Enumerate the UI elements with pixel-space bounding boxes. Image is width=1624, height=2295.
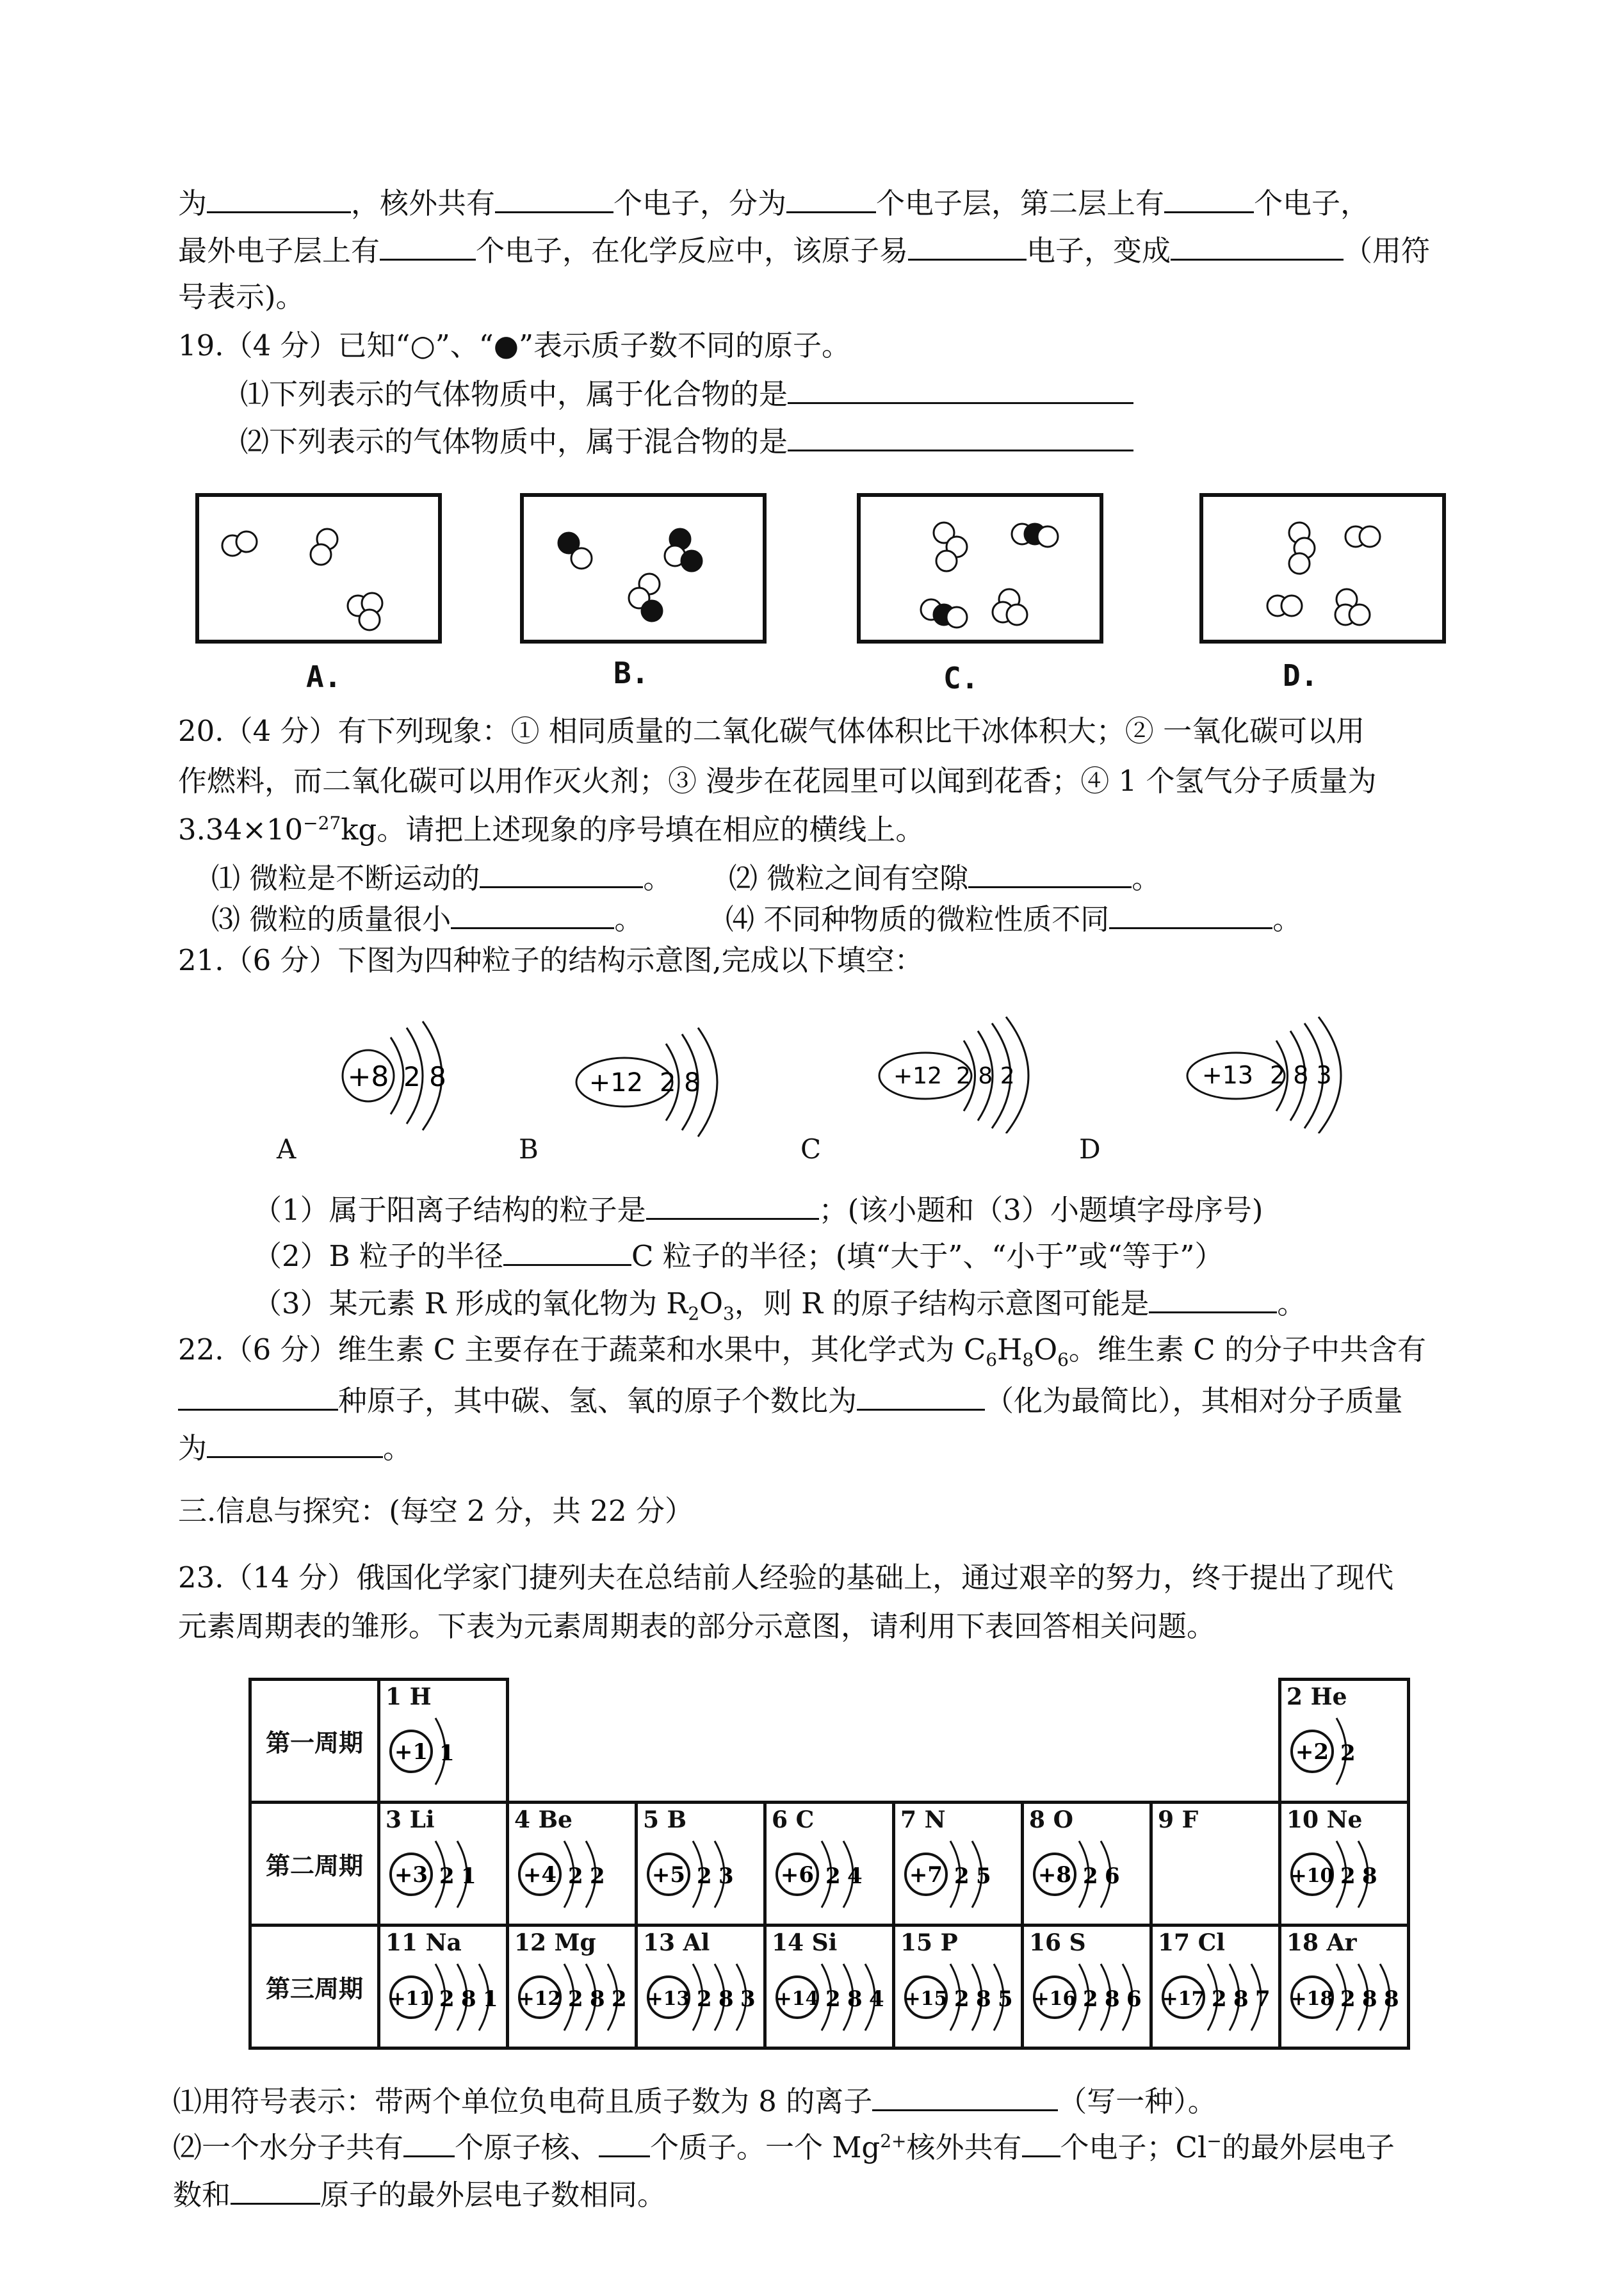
element-cell-s <box>1023 1926 1151 2048</box>
electron-count: 3 <box>719 1863 734 1889</box>
element-symbol: 1 H <box>386 1683 432 1710</box>
nucleus-charge: +6 <box>780 1862 815 1888</box>
element-symbol: 15 P <box>900 1929 958 1956</box>
ion-diagram-b <box>570 1018 762 1140</box>
electron-count: 3 <box>740 1986 756 2012</box>
ion-a-shells: 2 8 <box>403 1061 446 1092</box>
atom-structure-diagram <box>895 1832 1021 1922</box>
q20-line-2: 作燃料，而二氧化碳可以用作灭火剂；③ 漫步在花园里可以闻到花香；④ 1 个氢气分子质量为 <box>178 764 1377 798</box>
element-symbol: 3 Li <box>386 1806 435 1833</box>
atom-structure-diagram <box>1024 1832 1149 1922</box>
q23-sub3: 数和 原子的最外层电子数相同。 <box>173 2175 666 2214</box>
nucleus-charge: +18 <box>1290 1988 1334 2010</box>
electron-count: 2 <box>590 1863 605 1889</box>
nucleus-charge: +14 <box>775 1988 819 2010</box>
nucleus-charge: +16 <box>1033 1988 1076 2010</box>
box-label-c: C. <box>943 661 979 695</box>
electron-count: 8 <box>1233 1986 1249 2012</box>
ion-c-shells: 2 8 2 <box>956 1063 1015 1089</box>
q23-sub1: ⑴用符号表示：带两个单位负电荷且质子数为 8 的离子 （写一种）。 <box>173 2081 1217 2121</box>
electron-count: 1 <box>439 1740 455 1766</box>
element-cell-b <box>637 1803 765 1926</box>
atom-structure-diagram <box>1024 1955 1149 2045</box>
element-symbol: 13 Al <box>643 1929 710 1956</box>
nucleus-charge: +12 <box>518 1988 562 2010</box>
element-cell-ar <box>1280 1926 1409 2048</box>
nucleus-charge: +2 <box>1295 1739 1329 1765</box>
nucleus-charge: +7 <box>909 1862 943 1888</box>
q21-sub2: （2）B 粒子的半径 C 粒子的半径；(填“大于”、“小于”或“等于”） <box>253 1236 1223 1276</box>
electron-count: 6 <box>1126 1986 1142 2012</box>
element-cell-li <box>379 1803 508 1926</box>
ion-b-shells: 2 8 <box>660 1068 701 1098</box>
ion-d-shells: 2 8 3 <box>1270 1061 1332 1089</box>
electron-count: 2 <box>612 1986 627 2012</box>
electron-count: 6 <box>1105 1863 1120 1889</box>
nucleus-charge: +11 <box>389 1988 433 2010</box>
nucleus-charge: +4 <box>523 1862 557 1888</box>
element-cell-na <box>379 1926 508 2048</box>
q21-sub1: （1）属于阳离子结构的粒子是 ；(该小题和（3）小题填字母序号) <box>253 1190 1263 1229</box>
electron-count: 4 <box>847 1863 863 1889</box>
box-a-molecules <box>199 497 438 640</box>
atom-structure-diagram <box>638 1832 763 1922</box>
electron-count: 2 <box>568 1863 583 1889</box>
atom-structure-diagram <box>380 1709 506 1799</box>
electron-count: 2 <box>1212 1986 1227 2012</box>
q23-line-2: 元素周期表的雏形。下表为元素周期表的部分示意图，请利用下表回答相关问题。 <box>178 1609 1216 1643</box>
electron-count: 8 <box>1384 1986 1399 2012</box>
electron-count: 8 <box>461 1986 476 2012</box>
atom-structure-diagram <box>767 1955 892 2045</box>
ion-diagram-a <box>314 1018 480 1140</box>
element-cell-p <box>894 1926 1023 2048</box>
element-cell-be <box>508 1803 637 1926</box>
period-label-2: 第二周期 <box>250 1803 379 1926</box>
element-symbol: 16 S <box>1029 1929 1086 1956</box>
electron-count: 2 <box>439 1863 455 1889</box>
electron-count: 2 <box>1083 1863 1098 1889</box>
atom-structure-diagram <box>1281 1832 1407 1922</box>
ion-letter-b: B <box>519 1133 539 1165</box>
element-cell-n <box>894 1803 1023 1926</box>
element-symbol: 12 Mg <box>514 1929 596 1956</box>
electron-count: 2 <box>954 1863 970 1889</box>
electron-count: 2 <box>1340 1986 1356 2012</box>
atom-structure-diagram <box>1281 1709 1407 1799</box>
element-symbol: 8 O <box>1029 1806 1073 1833</box>
element-cell-o <box>1023 1803 1151 1926</box>
period-label-1: 第一周期 <box>250 1680 379 1803</box>
atom-structure-diagram <box>380 1955 506 2045</box>
ion-letter-c: C <box>800 1133 822 1165</box>
element-cell-cl <box>1151 1926 1280 2048</box>
element-symbol: 17 Cl <box>1158 1929 1225 1956</box>
box-label-b: B. <box>613 656 649 690</box>
electron-count: 8 <box>1362 1986 1377 2012</box>
element-cell-f <box>1151 1803 1280 1926</box>
element-symbol: 18 Ar <box>1287 1929 1357 1956</box>
q22-line-1: 22.（6 分）维生素 C 主要存在于蔬菜和水果中，其化学式为 $C_6H_8O_6$。维生素 C 的分子中共含有 <box>178 1333 1426 1370</box>
element-cell-mg <box>508 1926 637 2048</box>
atom-structure-diagram <box>509 1955 635 2045</box>
q23-line-1: 23.（14 分）俄国化学家门捷列夫在总结前人经验的基础上，通过艰辛的努力，终于提出了现代 <box>178 1561 1394 1594</box>
box-label-a: A. <box>306 660 342 694</box>
q18-line-2: 最外电子层上有 个电子，在化学反应中，该原子易 电子，变成 （用符 <box>178 231 1430 270</box>
ion-c-nucleus: +12 <box>893 1063 942 1089</box>
molecule-box-c <box>857 493 1103 644</box>
atom-structure-diagram <box>509 1832 635 1922</box>
electron-count: 8 <box>976 1986 991 2012</box>
electron-count: 8 <box>847 1986 863 2012</box>
q18-line-3: 号表示)。 <box>178 280 305 314</box>
electron-count: 2 <box>568 1986 583 2012</box>
q19-stem: 19.（4 分）已知“○”、“●”表示质子数不同的原子。 <box>178 328 851 362</box>
electron-count: 1 <box>461 1863 476 1889</box>
molecule-box-b <box>520 493 767 644</box>
electron-count: 2 <box>1083 1986 1098 2012</box>
box-b-molecules <box>524 497 763 640</box>
element-symbol: 9 F <box>1158 1806 1199 1833</box>
element-cell-ne <box>1280 1803 1409 1926</box>
period-1-gap <box>508 1680 1280 1803</box>
atom-structure-diagram <box>767 1832 892 1922</box>
atom-structure-diagram <box>1281 1955 1407 2045</box>
electron-count: 2 <box>697 1986 712 2012</box>
nucleus-charge: +10 <box>1290 1865 1334 1887</box>
molecule-box-a <box>195 493 442 644</box>
ion-diagram-d <box>1181 1012 1393 1133</box>
nucleus-charge: +1 <box>394 1739 428 1765</box>
electron-count: 8 <box>1105 1986 1120 2012</box>
electron-count: 2 <box>954 1986 970 2012</box>
nucleus-charge: +13 <box>647 1988 690 2010</box>
q21-sub3: （3）某元素 R 形成的氧化物为 $R_2O_3$，则 R 的原子结构示意图可能是 。 <box>253 1283 1306 1323</box>
ion-b-nucleus: +12 <box>589 1068 644 1098</box>
q20-line-1: 20.（4 分）有下列现象：① 相同质量的二氧化碳气体体积比干冰体积大；② 一氧化碳可以用 <box>178 714 1365 748</box>
q23-sub2: ⑵一个水分子共有 个原子核、 个质子。一个 $Mg^{2+}$核外共有 个电子；Cl−的最外层电子 <box>173 2127 1395 2167</box>
element-symbol: 6 C <box>772 1806 815 1833</box>
atom-structure-diagram <box>380 1832 506 1922</box>
electron-count: 7 <box>1255 1986 1271 2012</box>
q19-sub2: ⑵下列表示的气体物质中，属于混合物的是 <box>240 421 1133 461</box>
electron-count: 8 <box>719 1986 734 2012</box>
q21-stem: 21.（6 分）下图为四种粒子的结构示意图,完成以下填空： <box>178 943 923 977</box>
electron-count: 1 <box>483 1986 498 2012</box>
electron-count: 8 <box>1362 1863 1377 1889</box>
electron-count: 5 <box>998 1986 1013 2012</box>
atom-structure-diagram <box>1153 1955 1278 2045</box>
q20-answer-row-2: ⑶ 微粒的质量很小 。 ⑷ 不同种物质的微粒性质不同 。 <box>211 899 1301 939</box>
electron-count: 5 <box>976 1863 991 1889</box>
electron-count: 2 <box>697 1863 712 1889</box>
element-symbol: 7 N <box>900 1806 946 1833</box>
period-label-3: 第三周期 <box>250 1926 379 2048</box>
q22-line-3: 为 。 <box>178 1428 412 1468</box>
electron-count: 2 <box>1340 1740 1356 1766</box>
section-3-heading: 三.信息与探究：(每空 2 分，共 22 分） <box>178 1494 694 1528</box>
electron-count: 2 <box>825 1986 841 2012</box>
electron-count: 2 <box>1340 1863 1356 1889</box>
nucleus-charge: +8 <box>1037 1862 1072 1888</box>
electron-count: 2 <box>825 1863 841 1889</box>
box-c-molecules <box>861 497 1100 640</box>
box-d-molecules <box>1203 497 1442 640</box>
q20-answer-row-1: ⑴ 微粒是不断运动的 。 ⑵ 微粒之间有空隙 。 <box>211 858 1160 898</box>
element-symbol: 10 Ne <box>1287 1806 1363 1833</box>
ion-a-nucleus: +8 <box>347 1060 389 1093</box>
molecule-box-d <box>1199 493 1446 644</box>
element-cell-al <box>637 1926 765 2048</box>
element-symbol: 2 He <box>1287 1683 1347 1710</box>
q19-sub1: ⑴下列表示的气体物质中，属于化合物的是 <box>240 374 1133 414</box>
ion-d-nucleus: +13 <box>1201 1061 1254 1089</box>
atom-structure-diagram <box>895 1955 1021 2045</box>
element-symbol: 5 B <box>643 1806 687 1833</box>
element-symbol: 11 Na <box>386 1929 462 1956</box>
element-symbol: 4 Be <box>514 1806 572 1833</box>
nucleus-charge: +3 <box>394 1862 428 1888</box>
nucleus-charge: +17 <box>1162 1988 1205 2010</box>
ion-diagram-c <box>874 1012 1085 1133</box>
electron-count: 2 <box>439 1986 455 2012</box>
electron-count: 8 <box>590 1986 605 2012</box>
element-cell-si <box>765 1926 894 2048</box>
q22-line-2: 种原子，其中碳、氢、氧的原子个数比为 （化为最简比），其相对分子质量 <box>178 1381 1403 1420</box>
ion-letter-a: A <box>277 1133 296 1165</box>
atom-structure-diagram <box>638 1955 763 2045</box>
ion-letter-d: D <box>1079 1133 1101 1165</box>
q20-line-3: $3.34\times 10^{-27}kg$。请把上述现象的序号填在相应的横线上。 <box>178 813 925 847</box>
electron-count: 4 <box>869 1986 884 2012</box>
element-symbol: 14 Si <box>772 1929 838 1956</box>
element-cell-he <box>1280 1680 1409 1803</box>
box-label-d: D. <box>1283 658 1319 693</box>
nucleus-charge: +15 <box>904 1988 948 2010</box>
element-cell-c <box>765 1803 894 1926</box>
periodic-table <box>248 1678 1410 2050</box>
element-cell-h <box>379 1680 508 1803</box>
nucleus-charge: +5 <box>651 1862 686 1888</box>
q18-line-1: 为 ，核外共有 个电子，分为 个电子层，第二层上有 个电子， <box>178 183 1369 223</box>
